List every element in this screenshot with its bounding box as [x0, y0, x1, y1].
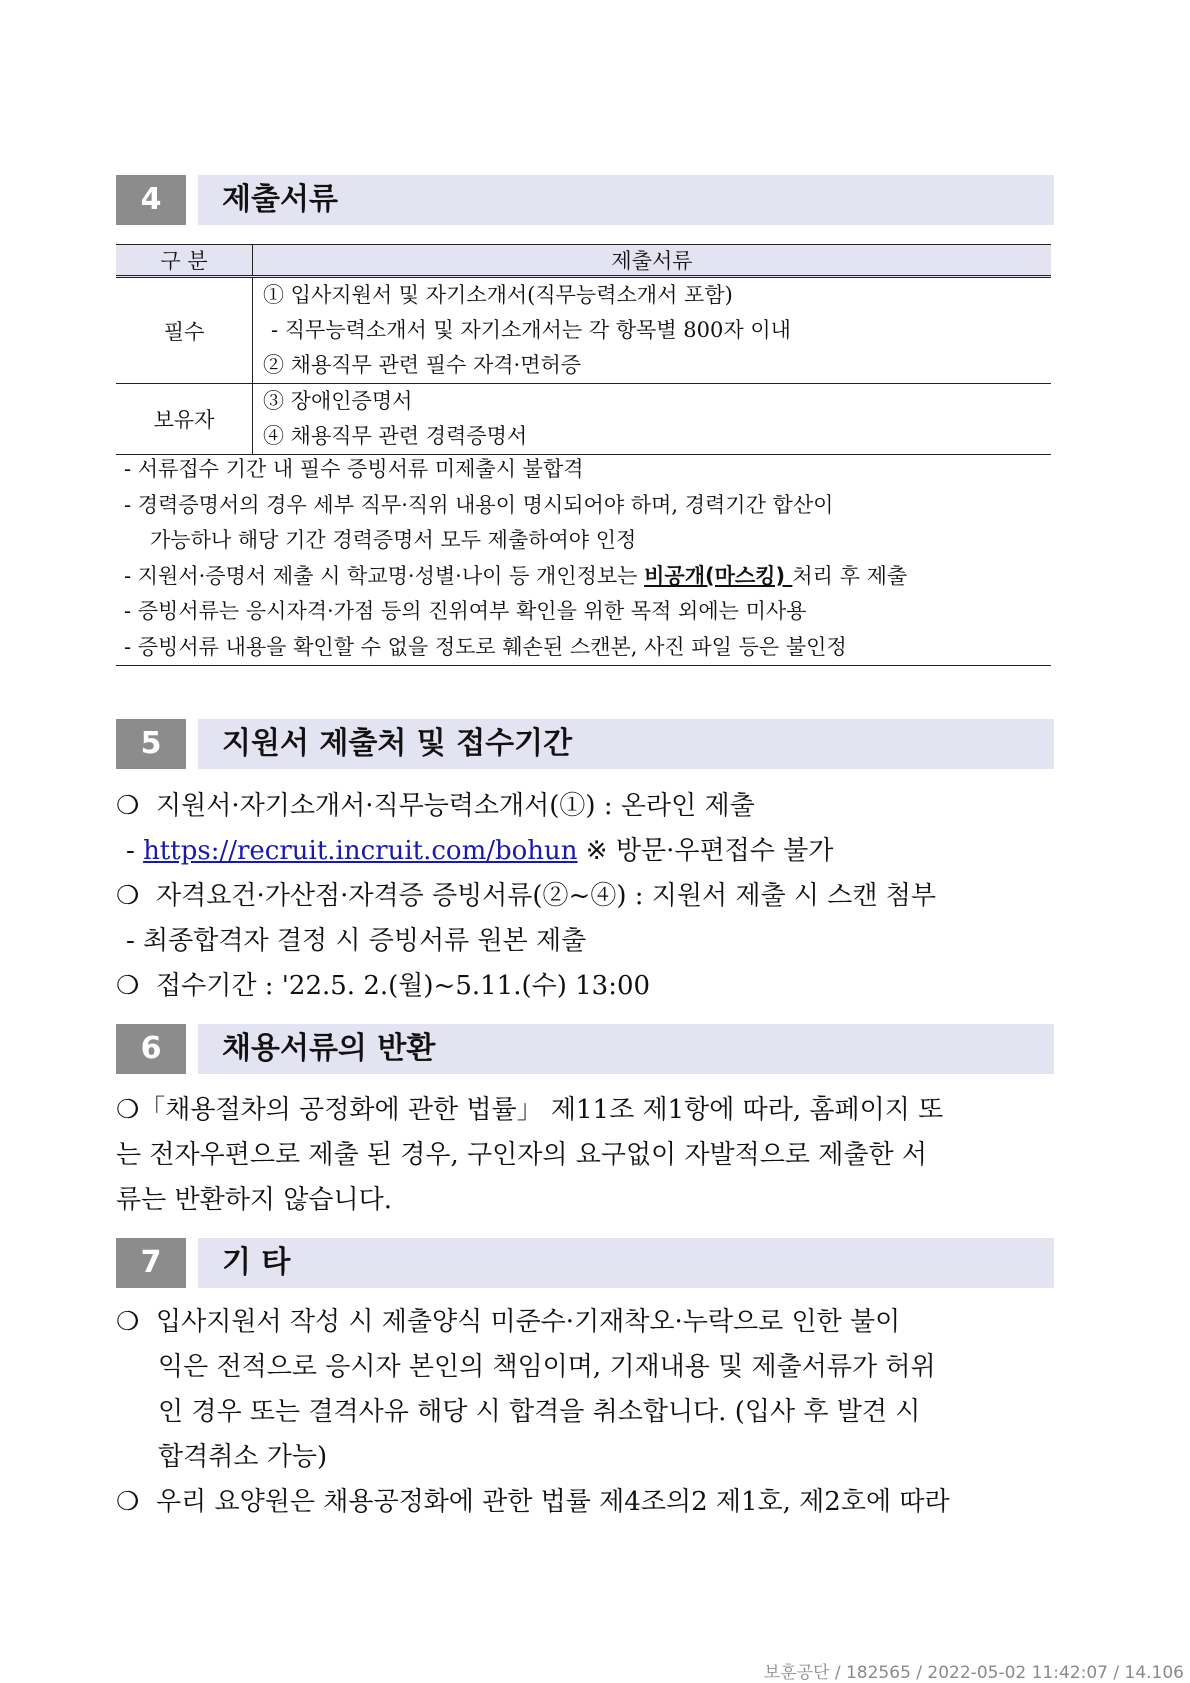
list-item-continued: 인 경우 또는 결격사유 해당 시 합격을 취소합니다. (입사 후 발견 시 [158, 1397, 921, 1427]
document-item: ③ 장애인증명서 [263, 389, 413, 413]
item-text: 자격요건·가산점·자격증 증빙서류(②~④) : 지원서 제출 시 스캔 첨부 [156, 881, 936, 911]
section-title: 기 타 [198, 1238, 1054, 1288]
section-title: 제출서류 [198, 175, 1054, 225]
item-text: 접수기간 : '22.5. 2.(월)~5.11.(수) 13:00 [156, 971, 651, 1001]
section-5-body [116, 784, 1076, 1009]
note-line-continued: 가능하나 해당 기간 경력증명서 모두 제출하여야 인정 [150, 528, 637, 552]
section-7-header [116, 1238, 1054, 1288]
section-7-body [116, 1300, 1076, 1525]
section-number: 7 [116, 1238, 186, 1288]
table-row-holder [116, 384, 1051, 455]
item-text: 우리 요양원은 채용공정화에 관한 법률 제4조의2 제1호, 제2호에 따라 [156, 1487, 950, 1517]
bullet-circle-icon: ❍ [116, 791, 140, 821]
list-item-continued: 합격취소 가능) [158, 1442, 328, 1472]
item-text: 지원서·자기소개서·직무능력소개서(①) : 온라인 제출 [156, 791, 755, 821]
list-subitem [116, 829, 1076, 874]
bullet-circle-icon: ❍ [116, 881, 140, 911]
bullet-circle-icon: ❍ [116, 1307, 140, 1337]
recruit-link[interactable]: https://recruit.incruit.com/bohun [143, 836, 578, 866]
section-title: 지원서 제출처 및 접수기간 [198, 719, 1054, 769]
row-label-holder: 보유자 [116, 384, 253, 455]
section-6-header [116, 1024, 1054, 1074]
paragraph-line: 는 전자우편으로 제출 된 경우, 구인자의 요구없이 자발적으로 제출한 서 [116, 1140, 928, 1170]
bullet-circle-icon: ❍ [116, 971, 140, 1001]
note-line: - 서류접수 기간 내 필수 증빙서류 미제출시 불합격 [124, 457, 584, 481]
list-item-continued: 익은 전적으로 응시자 본인의 책임이며, 기재내용 및 제출서류가 허위 [158, 1352, 936, 1382]
note-line: - 증빙서류 내용을 확인할 수 없을 정도로 훼손된 스캔본, 사진 파일 등은 불인정 [124, 634, 847, 659]
list-subitem: - 최종합격자 결정 시 증빙서류 원본 제출 [126, 926, 587, 956]
masking-emphasis: 비공개(마스킹) [644, 563, 793, 588]
row-documents-required [253, 277, 1052, 384]
section-4-header [116, 175, 1054, 225]
table-notes [116, 452, 1051, 666]
row-documents-holder [253, 384, 1052, 455]
row-label-required: 필수 [116, 277, 253, 384]
table-header-row [116, 245, 1051, 277]
section-title: 채용서류의 반환 [198, 1024, 1054, 1074]
paragraph-line: ❍「채용절차의 공정화에 관한 법률」 제11조 제1항에 따라, 홈페이지 또 [116, 1095, 944, 1125]
item-text: ※ 방문·우편접수 불가 [577, 836, 834, 866]
document-item: ① 입사지원서 및 자기소개서(직무능력소개서 포함) [263, 283, 733, 307]
section-6-body [116, 1088, 1076, 1223]
table-row-required [116, 277, 1051, 384]
item-text: 입사지원서 작성 시 제출양식 미준수·기재착오·누락으로 인한 불이 [156, 1307, 901, 1337]
note-line: - 증빙서류는 응시자격·가점 등의 진위여부 확인을 위한 목적 외에는 미사용 [124, 599, 807, 623]
list-item [116, 1480, 1076, 1525]
section-number: 5 [116, 719, 186, 769]
note-line: - 경력증명서의 경우 세부 직무·직위 내용이 명시되어야 하며, 경력기간 합산이 [124, 492, 834, 517]
documents-table [116, 244, 1051, 455]
note-text: 처리 후 제출 [792, 563, 908, 588]
column-header-documents: 제출서류 [253, 245, 1052, 277]
paragraph-line: 류는 반환하지 않습니다. [116, 1185, 392, 1215]
document-item: ④ 채용직무 관련 경력증명서 [263, 424, 528, 448]
dash-text: - [126, 836, 144, 866]
list-item [116, 874, 1076, 919]
list-item [116, 964, 1076, 1009]
note-text: - 지원서·증명서 제출 시 학교명·성별·나이 등 개인정보는 [124, 563, 645, 588]
bullet-circle-icon: ❍ [116, 1487, 140, 1517]
document-item: ② 채용직무 관련 필수 자격·면허증 [263, 353, 582, 377]
column-header-category: 구 분 [116, 245, 253, 277]
list-item [116, 1300, 1076, 1345]
page-footer-stamp: 보훈공단 / 182565 / 2022-05-02 11:42:07 / 14.106 [763, 1663, 1184, 1683]
list-item [116, 784, 1076, 829]
note-line-masking [116, 559, 1051, 595]
document-item-note: - 직무능력소개서 및 자기소개서는 각 항목별 800자 이내 [271, 318, 791, 342]
section-5-header [116, 719, 1054, 769]
section-number: 6 [116, 1024, 186, 1074]
section-number: 4 [116, 175, 186, 225]
